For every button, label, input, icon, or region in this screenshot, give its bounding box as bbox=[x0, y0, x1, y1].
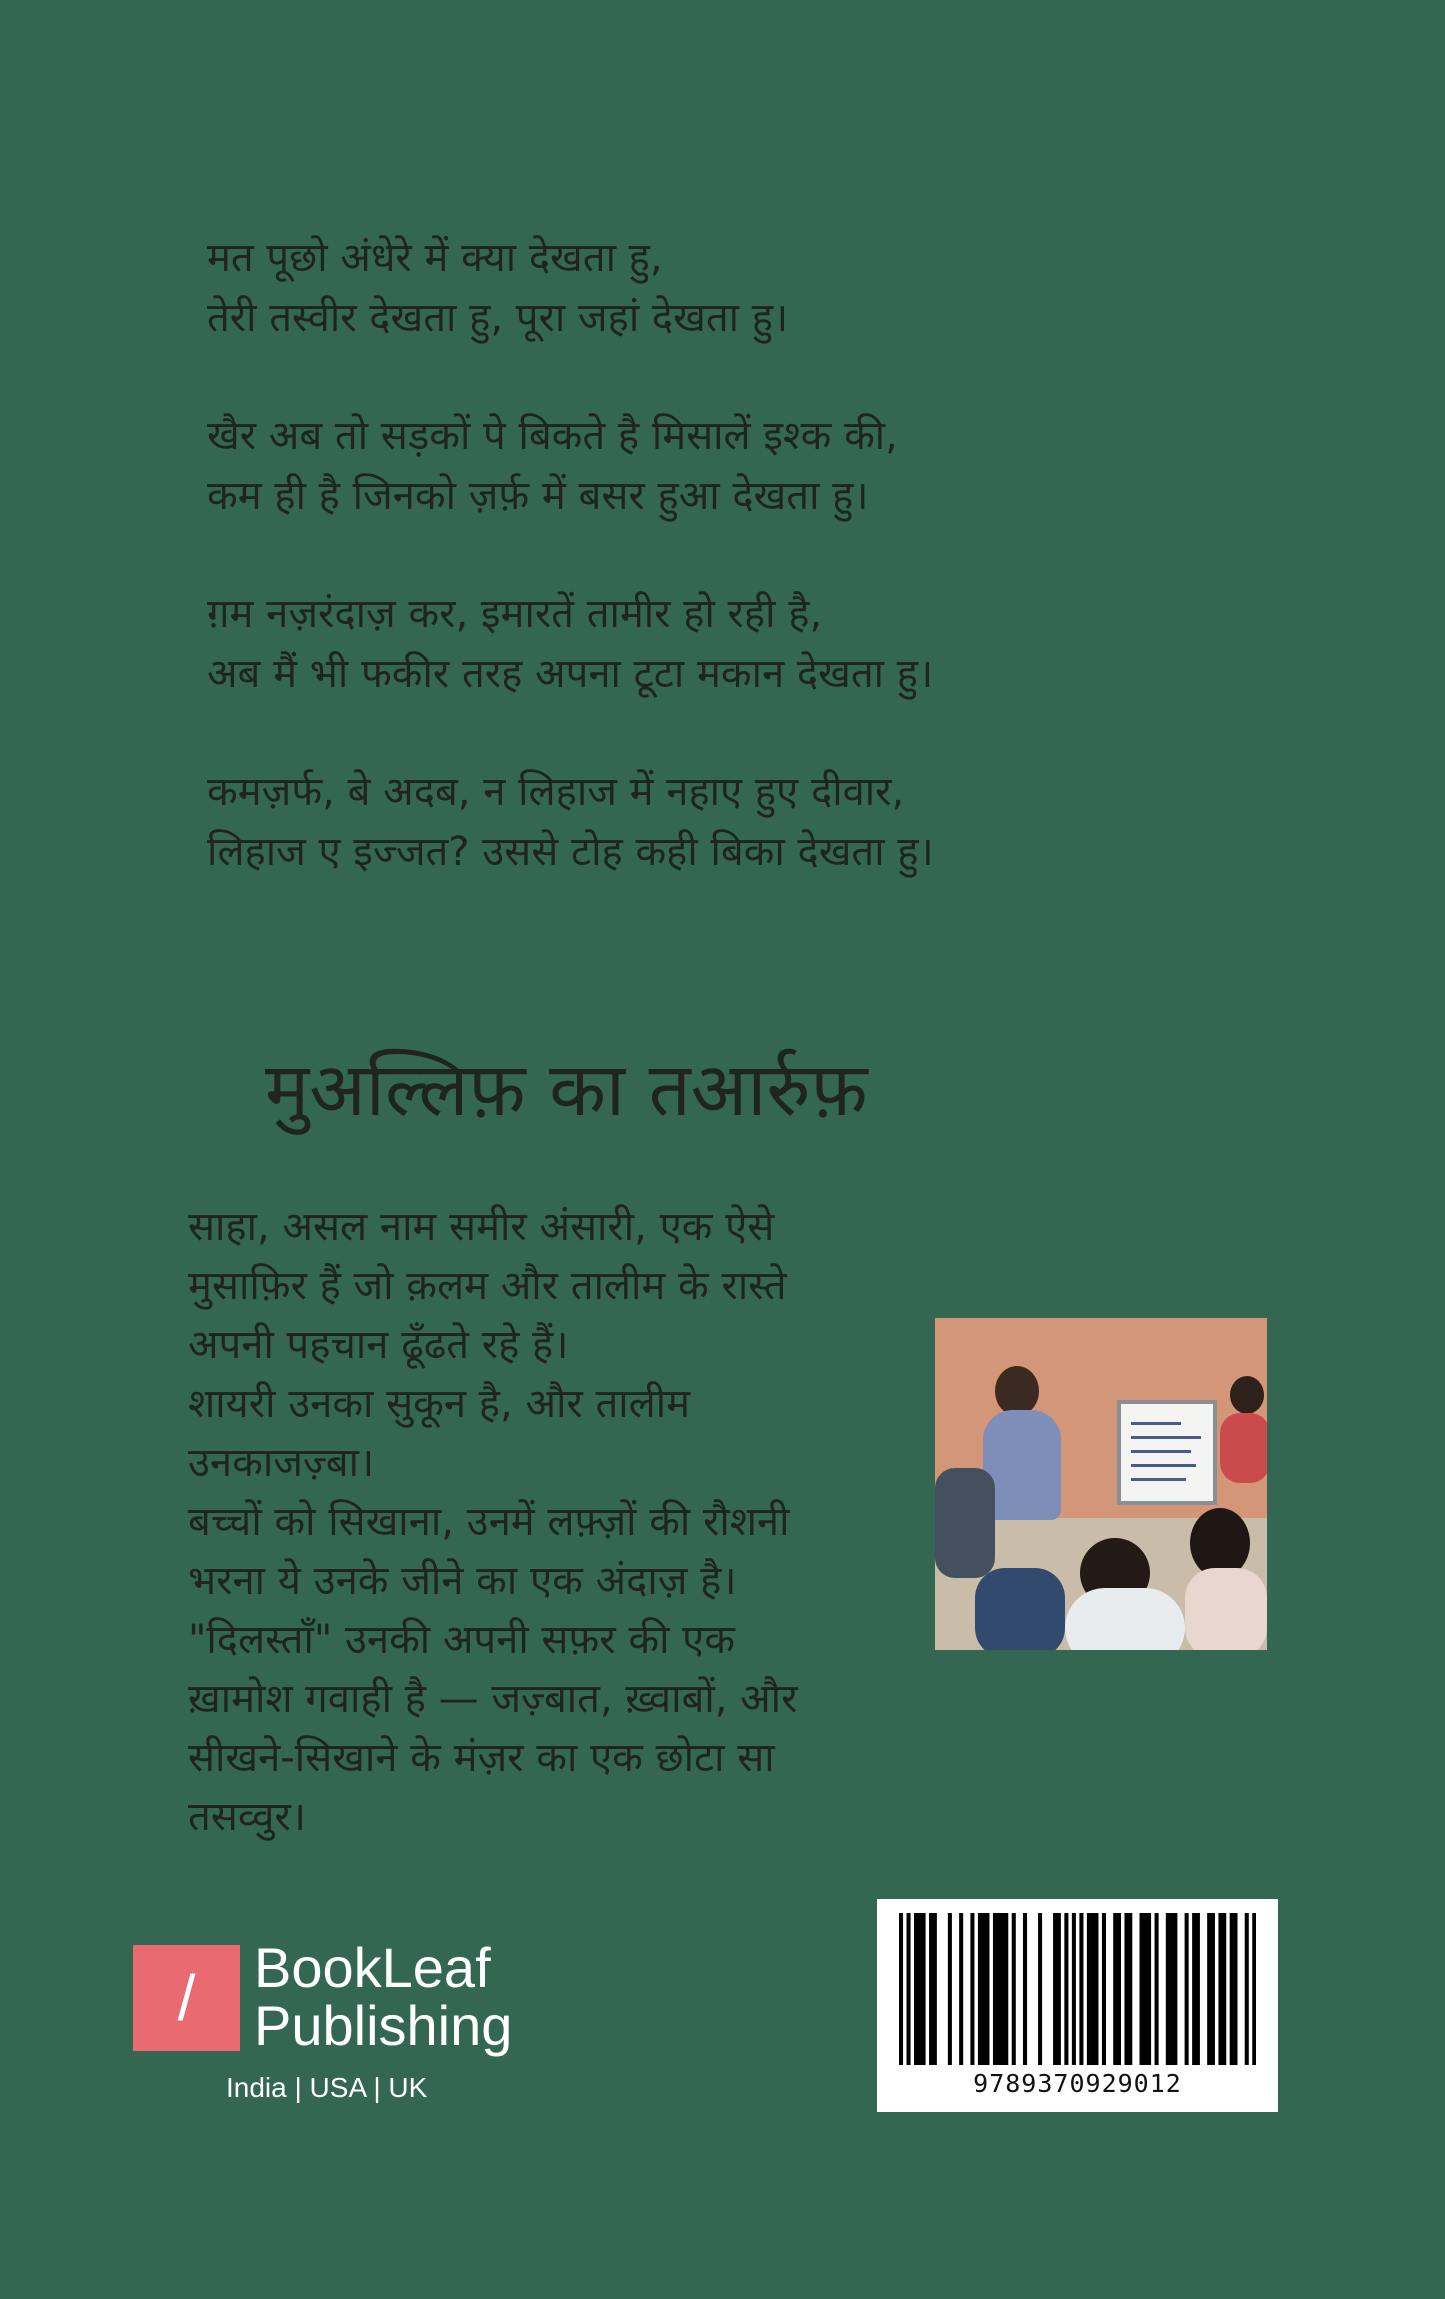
barcode-bar bbox=[899, 1913, 903, 2065]
poem-line: लिहाज ए इज्जत? उससे टोह कही बिका देखता हु। bbox=[207, 829, 934, 875]
barcode-bar bbox=[997, 1913, 1001, 2065]
barcode-bar bbox=[1170, 1913, 1174, 2065]
bio-line: उनकाजज़्बा। bbox=[188, 1440, 375, 1486]
publisher-logo bbox=[133, 1936, 533, 2115]
bio-line: "दिलस्ताँ" उनकी अपनी सफ़र की एक bbox=[188, 1617, 736, 1663]
author-heading: मुअल्लिफ़ का तआर्रुफ़ bbox=[265, 1047, 868, 1133]
poem-stanza bbox=[207, 228, 1257, 348]
barcode-bar bbox=[1192, 1913, 1196, 2065]
bio-line: सीखने-सिखाने के मंज़र का एक छोटा सा bbox=[188, 1735, 775, 1781]
author-bio bbox=[188, 1198, 888, 1847]
barcode-bar bbox=[1211, 1913, 1215, 2065]
isbn-number: 9789370929012 bbox=[973, 2069, 1182, 2098]
barcode-bar bbox=[1230, 1913, 1234, 2065]
publisher-name-line: Publishing bbox=[254, 1994, 513, 2057]
poem-line: खैर अब तो सड़कों पे बिकते है मिसालें इश्क की, bbox=[207, 413, 898, 459]
barcode-bar bbox=[1207, 1913, 1211, 2065]
barcode-bar bbox=[1012, 1913, 1016, 2065]
barcode-bar bbox=[922, 1913, 926, 2065]
barcode-bar bbox=[993, 1913, 997, 2065]
barcode-bar bbox=[1124, 1913, 1128, 2065]
barcode-bar bbox=[970, 1913, 974, 2065]
poem-stanza bbox=[207, 584, 1257, 704]
barcode-bar bbox=[929, 1913, 933, 2065]
poem bbox=[207, 228, 1257, 940]
barcode-bar bbox=[1072, 1913, 1076, 2065]
publisher-locations: India | USA | UK bbox=[226, 2072, 428, 2103]
barcode-bar bbox=[907, 1913, 911, 2065]
barcode-bar bbox=[1218, 1913, 1222, 2065]
barcode-bar bbox=[914, 1913, 918, 2065]
barcode-bar bbox=[1173, 1913, 1177, 2065]
barcode-bar bbox=[1252, 1913, 1256, 2065]
barcode-bars bbox=[899, 1913, 1256, 2065]
barcode-bar bbox=[933, 1913, 937, 2065]
barcode-bar bbox=[1000, 1913, 1004, 2065]
barcode-bar bbox=[1091, 1913, 1095, 2065]
poem-line: मत पूछो अंधेरे में क्या देखता हु, bbox=[207, 235, 663, 281]
barcode-bar bbox=[1053, 1913, 1057, 2065]
barcode-bar bbox=[1102, 1913, 1106, 2065]
barcode-bar bbox=[1117, 1913, 1121, 2065]
bio-line: साहा, असल नाम समीर अंसारी, एक ऐसे bbox=[188, 1204, 775, 1250]
publisher-name-line: BookLeaf bbox=[254, 1936, 491, 1999]
bio-line: बच्चों को सिखाना, उनमें लफ़्ज़ों की रौशनी bbox=[188, 1499, 790, 1545]
barcode-bar bbox=[1004, 1913, 1008, 2065]
bio-line: ख़ामोश गवाही है — जज़्बात, ख़्वाबों, और bbox=[188, 1676, 798, 1722]
poem-stanza bbox=[207, 762, 1257, 882]
barcode-bar bbox=[1064, 1913, 1068, 2065]
barcode-bar bbox=[1155, 1913, 1159, 2065]
barcode-bar bbox=[1147, 1913, 1151, 2065]
poem-stanza bbox=[207, 406, 1257, 526]
barcode-bar bbox=[1128, 1913, 1132, 2065]
barcode-bar bbox=[978, 1913, 982, 2065]
poem-line: कमज़र्फ, बे अदब, न लिहाज में नहाए हुए दीवार, bbox=[207, 769, 905, 815]
barcode-bar bbox=[1023, 1913, 1027, 2065]
barcode-bar bbox=[1140, 1913, 1144, 2065]
barcode bbox=[877, 1899, 1278, 2112]
barcode-bar bbox=[1222, 1913, 1226, 2065]
bio-line: तसव्वुर। bbox=[188, 1794, 306, 1840]
barcode-bar bbox=[985, 1913, 989, 2065]
publisher-name bbox=[254, 1936, 513, 2057]
poem-line: तेरी तस्वीर देखता हु, पूरा जहां देखता हु। bbox=[207, 295, 789, 341]
bio-line: मुसाफ़िर हैं जो क़लम और तालीम के रास्ते bbox=[188, 1263, 787, 1309]
barcode-bar bbox=[1233, 1913, 1237, 2065]
barcode-bar bbox=[1143, 1913, 1147, 2065]
bio-line: शायरी उनका सुकून है, और तालीम bbox=[188, 1381, 691, 1427]
barcode-bar bbox=[948, 1913, 952, 2065]
barcode-bar bbox=[982, 1913, 986, 2065]
barcode-bar bbox=[1196, 1913, 1200, 2065]
poem-line: ग़म नज़रंदाज़ कर, इमारतें तामीर हो रही है, bbox=[207, 591, 823, 637]
poem-line: कम ही है जिनको ज़र्फ़ में बसर हुआ देखता हु। bbox=[207, 473, 869, 519]
barcode-bar bbox=[1166, 1913, 1170, 2065]
author-photo bbox=[935, 1318, 1267, 1650]
barcode-bar bbox=[1038, 1913, 1042, 2065]
whiteboard bbox=[1117, 1400, 1217, 1505]
bio-line: भरना ये उनके जीने का एक अंदाज़ है। bbox=[188, 1558, 737, 1604]
barcode-bar bbox=[1057, 1913, 1061, 2065]
barcode-bar bbox=[1079, 1913, 1083, 2065]
barcode-bar bbox=[959, 1913, 963, 2065]
poem-line: अब मैं भी फकीर तरह अपना टूटा मकान देखता हु। bbox=[207, 651, 934, 697]
bio-line: अपनी पहचान ढूँढते रहे हैं। bbox=[188, 1322, 569, 1368]
barcode-bar bbox=[1185, 1913, 1189, 2065]
barcode-bar bbox=[918, 1913, 922, 2065]
barcode-bar bbox=[1245, 1913, 1249, 2065]
barcode-bar bbox=[1087, 1913, 1091, 2065]
barcode-bar bbox=[1094, 1913, 1098, 2065]
barcode-bar bbox=[1113, 1913, 1117, 2065]
publisher-logo-mark: / bbox=[133, 1945, 240, 2051]
